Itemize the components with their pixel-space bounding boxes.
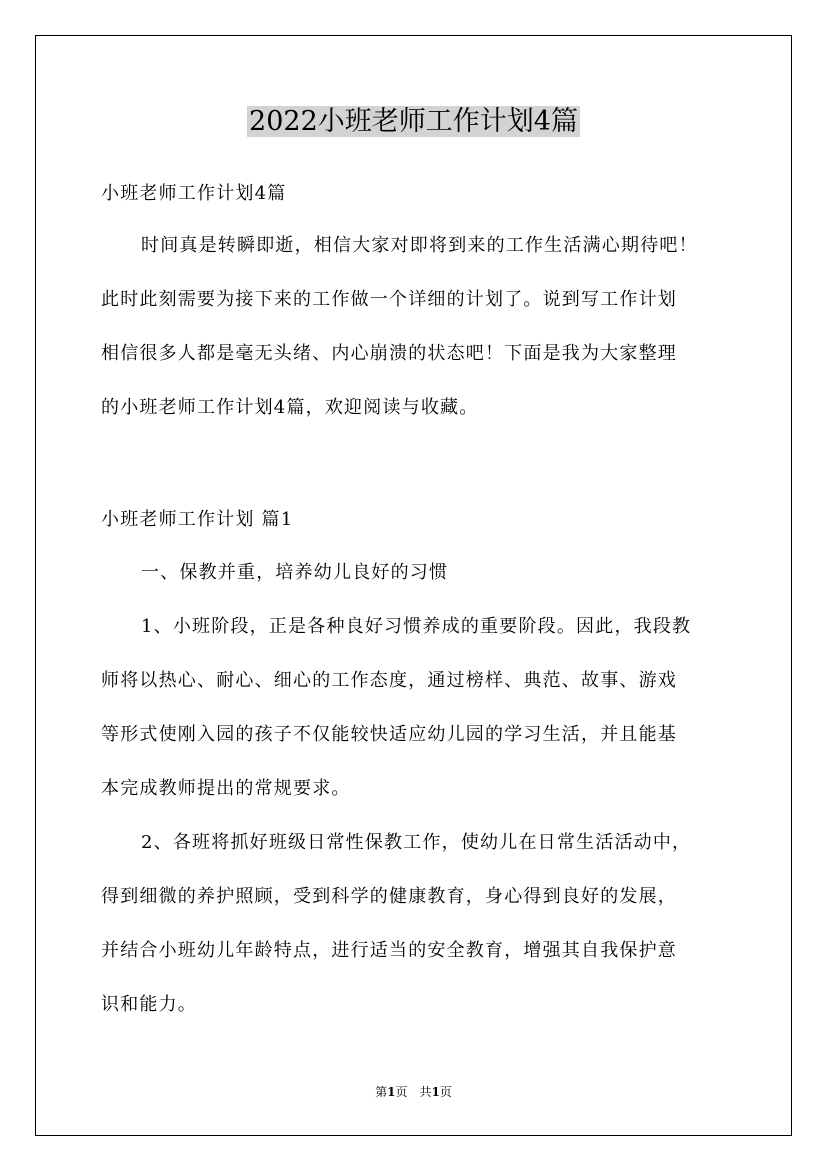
section-heading: 小班老师工作计划 篇1: [101, 509, 294, 530]
intro-line-4: 的小班老师工作计划4篇，欢迎阅读与收藏。: [101, 397, 479, 418]
section-point-heading: 一、保教并重，培养幼儿良好的习惯: [141, 562, 449, 583]
paragraph1-line-3: 等形式使刚入园的孩子不仅能较快适应幼儿园的学习生活，并且能基: [101, 724, 677, 745]
footer-suffix: 页: [439, 1085, 452, 1099]
document-subtitle: 小班老师工作计划4篇: [101, 183, 287, 204]
intro-line-1: 时间真是转瞬即逝，相信大家对即将到来的工作生活满心期待吧！: [141, 235, 698, 256]
paragraph2-line-3: 并结合小班幼儿年龄特点，进行适当的安全教育，增强其自我保护意: [101, 940, 677, 961]
paragraph1-line-4: 本完成教师提出的常规要求。: [101, 778, 351, 799]
paragraph2-line-4: 识和能力。: [101, 994, 197, 1015]
intro-line-2: 此时此刻需要为接下来的工作做一个详细的计划了。说到写工作计划: [101, 289, 677, 310]
paragraph1-line-2: 师将以热心、耐心、细心的工作态度，通过榜样、典范、故事、游戏: [101, 670, 677, 691]
intro-line-3: 相信很多人都是毫无头绪、内心崩溃的状态吧！下面是我为大家整理: [101, 343, 677, 364]
footer-mid: 页 共: [395, 1085, 432, 1099]
paragraph2-line-2: 得到细微的养护照顾，受到科学的健康教育，身心得到良好的发展，: [101, 886, 677, 907]
footer-page-current: 1: [387, 1085, 396, 1099]
paragraph1-line-1: 1、小班阶段，正是各种良好习惯养成的重要阶段。因此，我段教: [141, 616, 692, 637]
document-title-text: 2022小班老师工作计划4篇: [249, 106, 578, 137]
footer-prefix: 第: [375, 1085, 388, 1099]
document-title: [0, 102, 827, 142]
page-footer: [0, 1084, 827, 1100]
paragraph2-line-1: 2、各班将抓好班级日常性保教工作，使幼儿在日常生活活动中，: [141, 832, 692, 853]
footer-page-total: 1: [431, 1085, 440, 1099]
